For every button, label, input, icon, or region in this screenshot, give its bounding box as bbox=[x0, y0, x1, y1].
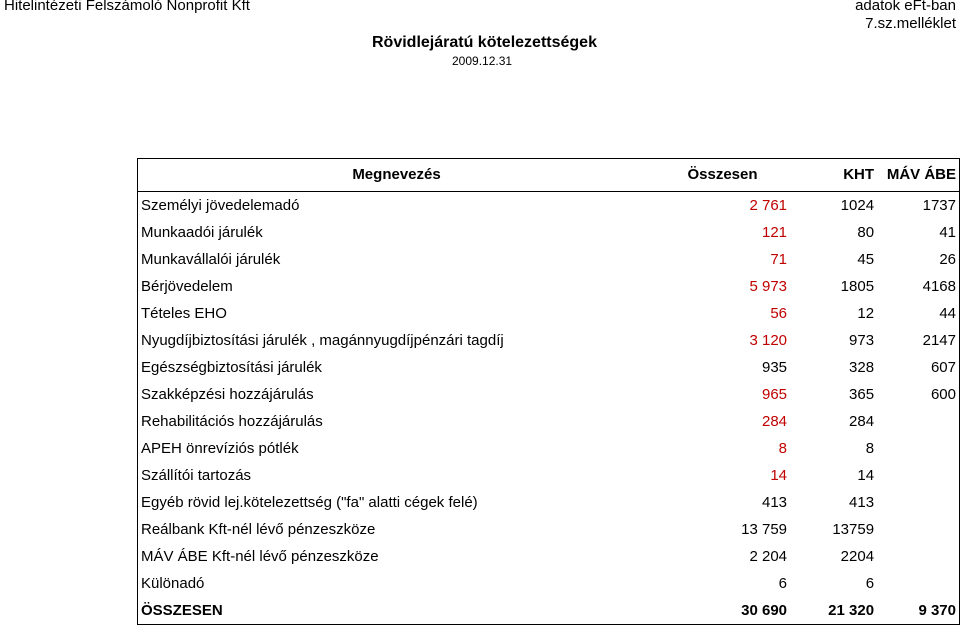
row-total: 8 bbox=[778, 440, 788, 457]
report-title: Rövidlejáratú kötelezettségek bbox=[372, 34, 597, 51]
row-name: Munkavállalói járulék bbox=[141, 251, 281, 268]
row-name: APEH önrevíziós pótlék bbox=[141, 440, 299, 457]
row-kht: 8 bbox=[865, 440, 875, 457]
row-total: 121 bbox=[761, 224, 788, 241]
row-kht: 1024 bbox=[790, 192, 877, 220]
row-mav-abe bbox=[877, 408, 959, 435]
row-mav-abe: 4168 bbox=[922, 278, 956, 295]
row-total: 413 bbox=[761, 494, 788, 511]
units-note: adatok eFt-ban bbox=[855, 0, 956, 14]
total-kht: 21 320 bbox=[828, 602, 875, 619]
row-mav-abe: 607 bbox=[930, 359, 956, 376]
header-kht: KHT bbox=[843, 166, 875, 183]
table-row bbox=[138, 327, 960, 354]
total-row bbox=[138, 597, 960, 625]
row-name: Szállítói tartozás bbox=[141, 467, 252, 484]
row-kht: 413 bbox=[849, 494, 875, 511]
row-name: Személyi jövedelemadó bbox=[138, 192, 656, 220]
table-row bbox=[138, 489, 960, 516]
company-name: Hitelintézeti Felszámoló Nonprofit Kft bbox=[4, 0, 250, 14]
table-row bbox=[138, 246, 960, 273]
row-kht: 45 bbox=[857, 251, 875, 268]
row-name: Különadó bbox=[141, 575, 205, 592]
row-kht: 365 bbox=[849, 386, 875, 403]
row-kht: 12 bbox=[857, 305, 875, 322]
row-mav-abe bbox=[877, 570, 959, 597]
header-megnevezes: Megnevezés bbox=[352, 166, 441, 183]
row-total: 5 973 bbox=[749, 278, 788, 295]
row-mav-abe: 2147 bbox=[922, 332, 956, 349]
liabilities-table bbox=[137, 158, 960, 625]
table-row bbox=[138, 381, 960, 408]
report-date: 2009.12.31 bbox=[452, 54, 513, 68]
table-row bbox=[138, 570, 960, 597]
row-mav-abe: 1737 bbox=[877, 192, 959, 220]
row-name: Bérjövedelem bbox=[141, 278, 233, 295]
row-total: 935 bbox=[761, 359, 788, 376]
row-mav-abe bbox=[877, 489, 959, 516]
table-header-row bbox=[138, 159, 960, 192]
row-mav-abe: 41 bbox=[939, 224, 956, 241]
table-row bbox=[138, 219, 960, 246]
table-row bbox=[138, 435, 960, 462]
total-mav-abe: 9 370 bbox=[918, 602, 956, 619]
row-total: 2 204 bbox=[749, 548, 788, 565]
row-kht: 284 bbox=[849, 413, 875, 430]
row-kht: 14 bbox=[857, 467, 875, 484]
row-name: Egyéb rövid lej.kötelezettség ("fa" alatti cégek felé) bbox=[141, 494, 478, 511]
row-mav-abe bbox=[877, 516, 959, 543]
row-name: Reálbank Kft-nél lévő pénzeszköze bbox=[141, 521, 376, 538]
table-row bbox=[138, 300, 960, 327]
row-name: Szakképzési hozzájárulás bbox=[141, 386, 314, 403]
row-kht: 80 bbox=[857, 224, 875, 241]
header-mav-abe: MÁV ÁBE bbox=[886, 166, 956, 183]
row-name: Egészségbiztosítási járulék bbox=[141, 359, 322, 376]
table-row bbox=[138, 354, 960, 381]
row-name: Nyugdíjbiztosítási járulék , magánnyugdíjpénzári tagdíj bbox=[141, 332, 504, 349]
row-name: Munkaadói járulék bbox=[141, 224, 263, 241]
row-mav-abe bbox=[877, 543, 959, 570]
row-mav-abe bbox=[877, 435, 959, 462]
row-total: 965 bbox=[761, 386, 788, 403]
row-total: 56 bbox=[770, 305, 788, 322]
table-row bbox=[138, 543, 960, 570]
row-kht: 973 bbox=[849, 332, 875, 349]
total-osszesen: 30 690 bbox=[741, 602, 788, 619]
total-label: ÖSSZESEN bbox=[141, 602, 223, 619]
row-kht: 328 bbox=[849, 359, 875, 376]
row-kht: 6 bbox=[865, 575, 875, 592]
table-row bbox=[138, 408, 960, 435]
row-kht: 2204 bbox=[840, 548, 875, 565]
row-total: 284 bbox=[761, 413, 788, 430]
row-total: 6 bbox=[778, 575, 788, 592]
table-row bbox=[138, 192, 960, 220]
row-total: 14 bbox=[770, 467, 788, 484]
row-total: 3 120 bbox=[749, 332, 788, 349]
row-total: 71 bbox=[770, 251, 788, 268]
header-osszesen: Összesen bbox=[687, 166, 758, 183]
row-total: 2 761 bbox=[655, 192, 790, 220]
row-mav-abe bbox=[877, 462, 959, 489]
table-row bbox=[138, 273, 960, 300]
row-kht: 13759 bbox=[832, 521, 875, 538]
row-mav-abe: 26 bbox=[939, 251, 956, 268]
row-mav-abe: 44 bbox=[939, 305, 956, 322]
row-name: Rehabilitációs hozzájárulás bbox=[141, 413, 323, 430]
row-name: Tételes EHO bbox=[141, 305, 227, 322]
row-name: MÁV ÁBE Kft-nél lévő pénzeszköze bbox=[141, 548, 379, 565]
row-mav-abe: 600 bbox=[930, 386, 956, 403]
annex-label: 7.sz.melléklet bbox=[865, 15, 956, 32]
row-kht: 1805 bbox=[840, 278, 875, 295]
table-row bbox=[138, 516, 960, 543]
row-total: 13 759 bbox=[741, 521, 788, 538]
table-row bbox=[138, 462, 960, 489]
